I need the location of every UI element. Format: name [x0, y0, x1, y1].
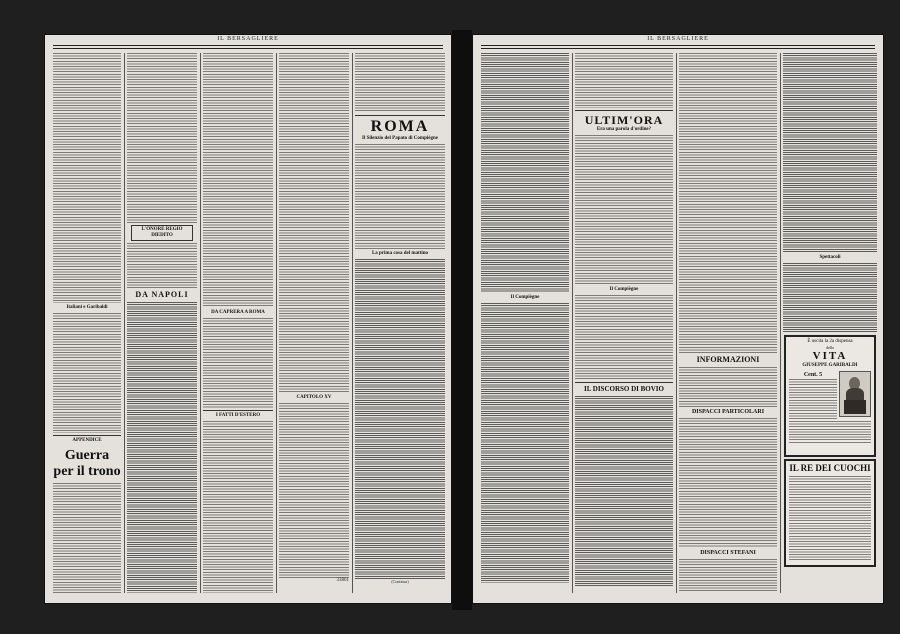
- article-text: [203, 421, 273, 593]
- column-divider: [352, 53, 353, 593]
- left-newspaper-page: [44, 34, 452, 604]
- book-spine: [452, 30, 472, 610]
- column-3: [679, 53, 777, 593]
- article-text: [575, 295, 673, 380]
- section-header: DA CAPRERA A ROMA: [211, 310, 265, 315]
- header-rule: [481, 45, 875, 46]
- serial-text: [53, 483, 121, 593]
- breaking-news-subheadline: Era una parola d'ordine?: [596, 127, 652, 132]
- ad-text: [789, 476, 871, 562]
- section-header-box: [131, 225, 193, 241]
- column-4: [279, 53, 349, 593]
- section-header: DISPACCI PARTICOLARI: [691, 409, 765, 415]
- article-text: [679, 53, 777, 353]
- section-header: DA NAPOLI: [135, 290, 189, 299]
- article-text: [575, 53, 673, 108]
- column-3: [203, 53, 273, 593]
- section-header: IL DISCORSO DI BOVIO: [584, 385, 664, 393]
- article-text: [127, 243, 197, 288]
- article-text: [481, 303, 569, 583]
- section-header: La prima cosa del mattino: [371, 251, 429, 256]
- column-divider: [676, 53, 677, 593]
- header-rule: [53, 48, 443, 49]
- main-headline: ROMA: [370, 118, 430, 135]
- article-text: [203, 318, 273, 408]
- article-text: [783, 53, 877, 253]
- article-text: [355, 53, 445, 113]
- divider: [355, 115, 445, 116]
- ad-title: IL RE DEI CUOCHI: [789, 463, 871, 473]
- article-text: [481, 53, 569, 293]
- article-text: [575, 396, 673, 586]
- page-footer-number: 33861: [336, 578, 349, 583]
- main-subheadline: Il Silenzio del Papato di Compiègne: [362, 136, 438, 141]
- ad-label: della: [826, 345, 834, 350]
- article-text: [355, 144, 445, 249]
- ad-text: [789, 421, 871, 443]
- column-2: [575, 53, 673, 593]
- header-rule: [53, 45, 443, 46]
- ad-text: [789, 379, 837, 419]
- chapter-header: CAPITOLO XV: [296, 395, 332, 400]
- column-divider: [276, 53, 277, 593]
- article-text: [127, 302, 197, 593]
- breaking-news-headline: ULTIM'ORA: [584, 113, 664, 127]
- section-header: Il Compiègne: [609, 287, 639, 292]
- section-header: DISPACCI STEFANI: [700, 550, 756, 556]
- right-newspaper-page: [472, 34, 884, 604]
- ad-line: È uscita la 2a dispensa: [807, 339, 853, 344]
- column-1: [53, 53, 121, 593]
- advertisement-cookbook: [784, 459, 876, 567]
- column-divider: [200, 53, 201, 593]
- column-divider: [124, 53, 125, 593]
- column-5: [355, 53, 445, 593]
- ad-name: GIUSEPPE GARIBALDI: [802, 363, 858, 368]
- article-text: [203, 53, 273, 308]
- garibaldi-portrait-image: [839, 371, 871, 417]
- article-text: [127, 53, 197, 223]
- column-1: [481, 53, 569, 593]
- section-header: I FATTI D'ESTERO: [215, 413, 261, 418]
- right-masthead: IL BERSAGLIERE: [647, 36, 709, 42]
- article-text: [53, 53, 121, 303]
- article-text: [783, 263, 877, 333]
- serial-label: APPENDICE: [72, 438, 102, 443]
- column-4: [783, 53, 877, 593]
- divider: [53, 435, 121, 436]
- divider: [575, 382, 673, 383]
- article-text: [355, 259, 445, 579]
- ad-price: Cent. 5: [803, 372, 823, 378]
- article-text: [279, 53, 349, 393]
- section-header: L'ONORE REGIO DIEDITO: [141, 227, 183, 238]
- section-header: Spettacoli: [819, 255, 841, 260]
- article-text: [575, 135, 673, 285]
- section-header: INFORMAZIONI: [696, 355, 760, 364]
- article-text: [279, 403, 349, 578]
- ad-title: VITA: [812, 350, 848, 362]
- column-2: [127, 53, 197, 593]
- header-rule: [481, 48, 875, 49]
- article-text: [679, 418, 777, 548]
- serial-title: Guerra per il trono: [53, 448, 121, 479]
- column-divider: [572, 53, 573, 593]
- article-text: [53, 313, 121, 433]
- divider: [203, 410, 273, 411]
- article-text: [679, 367, 777, 407]
- byline: (Continua): [391, 579, 409, 584]
- section-header: Il Compiègne: [510, 295, 540, 300]
- column-divider: [780, 53, 781, 593]
- divider: [575, 110, 673, 111]
- article-text: [679, 559, 777, 593]
- left-masthead: IL BERSAGLIERE: [217, 36, 279, 42]
- advertisement-garibaldi: [784, 335, 876, 457]
- article-headline: Italiani e Garibaldi: [66, 305, 108, 310]
